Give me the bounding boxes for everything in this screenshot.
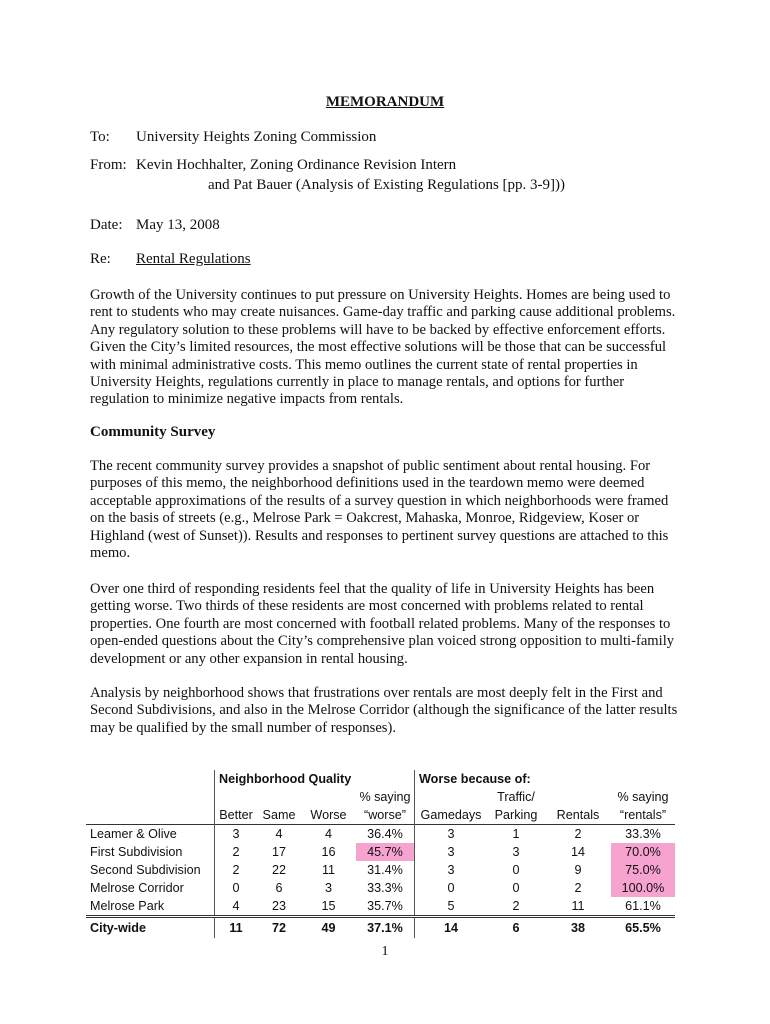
table-cell: 35.7% [367, 899, 403, 913]
table-cell: 3 [215, 825, 258, 844]
table-cell [301, 788, 356, 806]
to-value: University Heights Zoning Commission [136, 129, 377, 145]
table-cell: 17 [271, 845, 286, 859]
table-cell: 22 [271, 863, 286, 877]
page-number: 1 [381, 944, 389, 959]
re-label: Re: [90, 251, 111, 267]
paragraph-quality: Over one third of responding residents feel that the quality of life in University Heights has been getting worse. Two thirds of these residents are most concerned with problems related to rental properties. One fourth are most concerned with football related problems. Many of the responses to open-ended questions about the City’s comprehensive plan voiced strong opposition to multi-family development or any other expansion in rental housing. [90, 581, 675, 667]
paragraph-analysis: Analysis by neighborhood shows that frustrations over rentals are most deeply felt in the First and Second Subdivisions, and also in the Melrose Corridor (although the significance of the latter results may be qualified by the small number of responses). [90, 685, 678, 736]
column-header: Worse [310, 808, 347, 822]
table-cell: 33.3% [625, 827, 661, 841]
table-cell: % saying [359, 790, 411, 804]
table-cell: 3 [415, 861, 488, 879]
re-value: Rental Regulations [136, 251, 251, 267]
table-cell: 2 [215, 861, 258, 879]
table-cell: 37.1% [356, 917, 415, 939]
table-cell: 9 [574, 863, 582, 877]
to-label: To: [90, 129, 110, 145]
table-row [86, 843, 675, 861]
section-heading: Community Survey [90, 424, 216, 440]
table-cell: 2 [512, 899, 520, 913]
survey-table [86, 770, 675, 938]
table-cell: 72 [257, 917, 301, 939]
from-line-2: and Pat Bauer (Analysis of Existing Regulations [pp. 3-9])) [208, 177, 566, 193]
from-line [90, 155, 456, 175]
column-header: “worse” [364, 808, 406, 822]
paragraph-survey: The recent community survey provides a snapshot of public sentiment about rental housing. For purposes of this memo, the neighborhood definitions used in the teardown memo were deemed acceptable approximations of the results of a survey question in which neighborhoods were framed on the basis of streets (e.g., Melrose Park = Oakcrest, Mahaska, Monroe, Ridgeview, Koser or Highland (west of Sunset)). Results and responses to pertinent survey questions are attached to this memo. [90, 458, 669, 562]
column-header: Same [262, 808, 296, 822]
row-label: Leamer & Olive [90, 827, 177, 841]
table-total-row [86, 917, 675, 939]
column-header: Gamedays [415, 806, 488, 825]
table-cell: 49 [301, 917, 356, 939]
table-cell: % saying [617, 790, 669, 804]
table-cell: 4 [215, 897, 258, 917]
table-cell: Traffic/ [497, 790, 535, 804]
table-cell: 100.0% [611, 879, 675, 897]
table-row [86, 825, 675, 844]
table-header-top [86, 788, 675, 806]
table-cell: 11 [571, 899, 585, 913]
table-cell: 75.0% [611, 861, 675, 879]
table-cell: 70.0% [611, 843, 675, 861]
column-header: Parking [494, 808, 538, 822]
table-cell: 0 [215, 879, 258, 897]
table-header [86, 806, 675, 825]
table-cell: 15 [321, 899, 336, 913]
table-cell [545, 788, 611, 806]
date-label: Date: [90, 217, 123, 233]
table-cell: 6 [275, 881, 283, 895]
column-header: “rentals” [619, 808, 667, 822]
table-cell: 0 [512, 881, 520, 895]
group-neighborhood-quality: Neighborhood Quality [215, 770, 415, 788]
date-line [90, 215, 220, 235]
table-cell: 16 [321, 845, 336, 859]
table-cell: 4 [275, 827, 283, 841]
row-label: City-wide [86, 917, 215, 939]
table-cell: 5 [415, 897, 488, 917]
table-cell [215, 788, 258, 806]
table-cell: 3 [415, 825, 488, 844]
date-value: May 13, 2008 [136, 217, 220, 233]
table-cell: 36.4% [367, 827, 403, 841]
table-cell: 2 [574, 827, 582, 841]
from-label: From: [90, 157, 127, 173]
row-label: Melrose Park [90, 899, 165, 913]
table-cell: 11 [321, 863, 336, 877]
table-cell: 3 [324, 881, 332, 895]
table-cell: 0 [415, 879, 488, 897]
table-cell: 65.5% [611, 917, 675, 939]
row-label: First Subdivision [90, 845, 183, 859]
table-cell: 3 [512, 845, 520, 859]
table-cell: 14 [415, 917, 488, 939]
table-cell: 33.3% [367, 881, 403, 895]
table-cell: 31.4% [367, 863, 403, 877]
paragraph-intro: Growth of the University continues to put pressure on University Heights. Homes are being used to rent to students who may create nuisances. Game-day traffic and parking cause additional problems. Any regulatory solution to these problems will have to be backed by effective enforcement efforts. Given the City’s limited resources, the most effective solutions will be those that can be successful with minimal administrative costs. This memo outlines the current state of rental properties in University Heights, regulations currently in place to manage rentals, and options for further regulation to minimize negative impacts from rentals. [90, 287, 676, 408]
row-label: Melrose Corridor [90, 881, 184, 895]
table-cell: 45.7% [356, 843, 415, 861]
table-cell: 1 [512, 827, 520, 841]
table-cell: 3 [415, 843, 488, 861]
table-row [86, 879, 675, 897]
table-cell: 0 [512, 863, 520, 877]
table-cell: 11 [215, 917, 258, 939]
column-header: Rentals [556, 808, 600, 822]
table-cell [415, 788, 488, 806]
re-line [90, 249, 251, 269]
group-worse-because: Worse because of: [415, 770, 676, 788]
row-label: Second Subdivision [90, 863, 201, 877]
table-cell: 38 [545, 917, 611, 939]
memo-title: MEMORANDUM [325, 94, 445, 110]
table-cell: 6 [487, 917, 545, 939]
table-cell: 23 [271, 899, 286, 913]
table-row [86, 897, 675, 917]
table-cell: 14 [570, 845, 585, 859]
table-cell: 2 [574, 881, 582, 895]
column-header: Better [215, 806, 258, 825]
table-cell: 4 [324, 827, 332, 841]
table-cell: 61.1% [625, 899, 661, 913]
from-value: Kevin Hochhalter, Zoning Ordinance Revision Intern [136, 157, 457, 173]
to-line [90, 127, 376, 147]
table-group-header [86, 770, 675, 788]
table-cell [257, 788, 301, 806]
table-cell: 2 [215, 843, 258, 861]
table-row [86, 861, 675, 879]
